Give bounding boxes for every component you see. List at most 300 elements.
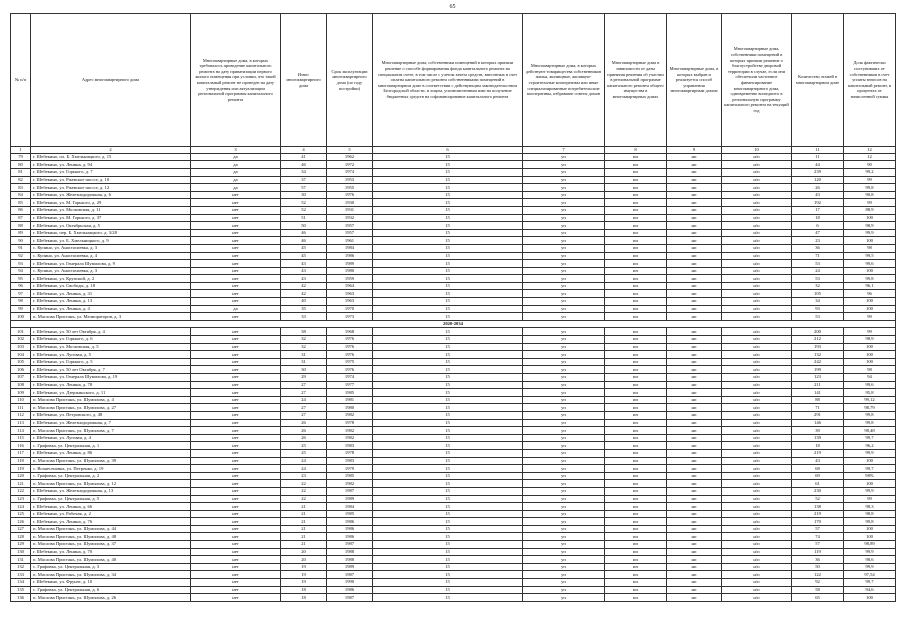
table-cell: 38 [281,328,327,336]
table-cell: уп [523,374,605,382]
table-cell: 15 [373,229,523,237]
table-cell: 24 [281,396,327,404]
table-cell: нп [667,533,722,541]
table-cell: уп [523,457,605,465]
table-cell: нет [191,237,281,245]
table-cell: 57 [792,525,844,533]
table-cell: 45 [281,252,327,260]
table-cell: 136 [11,594,31,602]
table-cell: уп [523,191,605,199]
table-cell: н/п [722,206,792,214]
table-cell: уп [523,343,605,351]
table-cell: уп [523,153,605,161]
table-cell: 1982 [327,480,373,488]
table-cell: 52 [281,206,327,214]
table-cell: уп [523,449,605,457]
table-cell: 100 [844,343,896,351]
table-cell: нет [191,381,281,389]
table-cell: 119 [792,548,844,556]
table-cell: нет [191,366,281,374]
table-cell: г. Шебекино, ул. Горького, д. 7 [31,168,191,176]
table-cell: ип [605,586,667,594]
table-cell: 134 [11,579,31,587]
table-cell: 87 [11,214,31,222]
header-cell: Многоквартирные дома, в которых действуют товарищества собственников жилья, жилищные, жилищно-строительные кооперативы или иные специализированные потребительские кооперативы, избравшие советы домов [523,14,605,147]
table-row [11,191,896,199]
table-cell: 99,7 [844,579,896,587]
table-cell: 1987 [327,594,373,602]
table-cell: нп [667,290,722,298]
table-cell: 37 [281,176,327,184]
table-cell: нп [667,434,722,442]
table-cell: 99,7 [844,465,896,473]
table-cell: нет [191,457,281,465]
table-cell: уп [523,556,605,564]
table-cell: ип [605,434,667,442]
table-cell: 15 [373,541,523,549]
header-row [11,14,896,147]
table-cell: 97,54 [844,571,896,579]
table-cell: н/п [722,442,792,450]
table-cell: 98,3 [844,503,896,511]
table-cell: уп [523,594,605,602]
table-cell: 1980 [327,404,373,412]
table-cell: ип [605,525,667,533]
table-cell: н/п [722,298,792,306]
table-cell: 15 [373,594,523,602]
table-cell: с. Графовка, ул. Центральная, д. 2 [31,472,191,480]
table-cell: ип [605,389,667,397]
table-cell: уп [523,389,605,397]
table-cell: нп [667,222,722,230]
table-cell: 32 [281,336,327,344]
table-cell: 1985 [327,472,373,480]
table-cell: 127 [11,525,31,533]
table-cell: н/п [722,343,792,351]
table-cell: н/п [722,244,792,252]
table-cell: нп [667,237,722,245]
table-cell: 100 [844,594,896,602]
table-cell: 83 [11,184,31,192]
table-cell: 242 [792,358,844,366]
table-cell: 24 [792,267,844,275]
table-cell: ип [605,419,667,427]
table-cell: 1974 [327,374,373,382]
table-cell: нп [667,176,722,184]
table-cell: г. Шебекино, пер. Б. Хмельницкого, д. 3/28 [31,229,191,237]
table-cell: г. Шебекино, ул. Железнодорожная, д. 6 [31,191,191,199]
table-cell: 98,9 [844,336,896,344]
table-cell: н/п [722,282,792,290]
table-cell: 1984 [327,244,373,252]
table-cell: 1983 [327,457,373,465]
table-row [11,427,896,435]
table-cell: нет [191,290,281,298]
table-cell: н/п [722,374,792,382]
register-table [10,13,896,602]
table-cell: ип [605,503,667,511]
table-cell: 1981 [327,396,373,404]
table-cell: 99 [844,176,896,184]
table-cell: 211 [792,381,844,389]
table-cell: 123 [792,374,844,382]
table-cell: 15 [373,305,523,313]
table-cell: 88 [11,222,31,230]
table-cell: нп [667,252,722,260]
table-cell: н/п [722,404,792,412]
table-cell: с. Купино, ул. Анастасиевка, д. 3 [31,244,191,252]
table-cell: уп [523,351,605,359]
table-cell: 93 [11,260,31,268]
table-cell: 90 [11,237,31,245]
table-cell: 100 [844,351,896,359]
table-cell: нет [191,518,281,526]
table-cell: 15 [373,336,523,344]
column-number: 3 [191,147,281,154]
table-cell: 1982 [327,411,373,419]
table-row [11,541,896,549]
table-cell: 219 [792,510,844,518]
table-cell: уп [523,244,605,252]
table-row [11,487,896,495]
table-cell: п. Маслова Пристань, ул. Мелиораторов, д. 3 [31,313,191,321]
table-cell: 1986 [327,518,373,526]
table-row [11,563,896,571]
table-row [11,556,896,564]
table-cell: 26 [281,434,327,442]
table-cell: 123 [11,495,31,503]
table-cell: уп [523,237,605,245]
table-cell: 24 [281,465,327,473]
table-cell: нп [667,396,722,404]
table-cell: 1979 [327,465,373,473]
table-cell: 42 [281,282,327,290]
table-cell: 15 [373,267,523,275]
table-cell: г. Шебекино, ул. Свободы, д. 18 [31,282,191,290]
table-cell: 34 [792,298,844,306]
table-cell: 1955 [327,184,373,192]
table-cell: г. Шебекино, ул. Луговая, д. 4 [31,434,191,442]
table-cell: 86 [11,206,31,214]
table-cell: 1982 [327,427,373,435]
table-cell: 27 [281,411,327,419]
table-cell: нет [191,419,281,427]
table-row [11,404,896,412]
table-cell: 99 [11,305,31,313]
table-cell: нет [191,275,281,283]
table-cell: 79 [11,153,31,161]
table-cell: 96,1 [844,282,896,290]
table-cell: 133 [11,571,31,579]
table-cell: 26 [281,427,327,435]
table-cell: нп [667,358,722,366]
table-cell: 90 [844,161,896,169]
table-cell: н/п [722,510,792,518]
table-cell: 47 [792,229,844,237]
table-cell: 71 [792,404,844,412]
table-cell: н/п [722,427,792,435]
table-cell: 15 [373,465,523,473]
header-cell: № п/п [11,14,31,147]
table-cell: н/п [722,184,792,192]
table-cell: ип [605,343,667,351]
table-cell: 105 [792,290,844,298]
table-cell: уп [523,586,605,594]
table-cell: уп [523,199,605,207]
table-row [11,374,896,382]
table-cell: 128 [11,533,31,541]
table-row [11,586,896,594]
table-cell: ип [605,298,667,306]
column-number: 11 [792,147,844,154]
table-cell: уп [523,298,605,306]
table-cell: 99,12 [844,396,896,404]
table-cell: 1959 [327,275,373,283]
table-cell: нп [667,267,722,275]
table-cell: уп [523,525,605,533]
table-cell: ип [605,427,667,435]
table-cell: 1963 [327,298,373,306]
table-cell: уп [523,579,605,587]
table-cell: 34 [281,168,327,176]
table-cell: ип [605,244,667,252]
table-cell: нп [667,168,722,176]
table-cell: н/п [722,260,792,268]
table-cell: ип [605,351,667,359]
table-cell: 15 [373,343,523,351]
table-cell: уп [523,275,605,283]
table-cell: уп [523,206,605,214]
table-cell: ип [605,510,667,518]
table-cell: г. Шебекино, ул. Луговая, д. 5 [31,351,191,359]
table-cell: 21 [281,525,327,533]
table-cell: 1957 [327,222,373,230]
table-cell: уп [523,396,605,404]
table-cell: 103 [11,343,31,351]
table-cell: 94,6 [844,586,896,594]
table-cell: 122 [792,571,844,579]
table-cell: 1976 [327,336,373,344]
table-row [11,252,896,260]
table-cell: 45 [281,244,327,252]
table-cell: ип [605,480,667,488]
table-cell: 193 [792,343,844,351]
table-cell: 119 [11,465,31,473]
table-cell: 15 [373,480,523,488]
table-cell: 15 [373,503,523,511]
table-cell: 1988 [327,548,373,556]
table-cell: г. Шебекино, ул. Генерала Шумилова, д. 19 [31,374,191,382]
table-cell: 106 [11,366,31,374]
table-cell: 15 [373,252,523,260]
table-cell: 21 [281,533,327,541]
table-cell: нет [191,480,281,488]
table-cell: г. Шебекино, ул. Генерала Шумилова, д. 9 [31,260,191,268]
table-cell: г. Шебекино, ул. Петровского, д. 48 [31,411,191,419]
table-cell: 15 [373,571,523,579]
table-row [11,548,896,556]
table-cell: 1930 [327,199,373,207]
table-cell: 99,8 [844,518,896,526]
table-cell: 98 [844,244,896,252]
table-cell: нп [667,336,722,344]
table-cell: 129 [11,541,31,549]
table-cell: 1968 [327,328,373,336]
table-cell: 118 [11,457,31,465]
table-cell: 27 [281,404,327,412]
table-cell: уп [523,442,605,450]
table-cell: нп [667,548,722,556]
table-cell: н/п [722,548,792,556]
table-cell: ип [605,237,667,245]
table-cell: с. Вознесеновка, ул. Петренко, д. 19 [31,465,191,473]
table-cell: 21 [281,518,327,526]
table-cell: нет [191,336,281,344]
table-cell: уп [523,184,605,192]
table-cell: п. Маслова Пристань, ул. Шумилова, д. 40 [31,556,191,564]
table-cell: 46 [281,161,327,169]
table-cell: 15 [373,381,523,389]
table-row [11,336,896,344]
table-cell: 19 [281,579,327,587]
table-cell: ип [605,579,667,587]
table-cell: 19 [281,571,327,579]
table-cell: нп [667,427,722,435]
table-cell: н/п [722,191,792,199]
table-cell: 20 [281,548,327,556]
table-row [11,282,896,290]
table-cell: нет [191,427,281,435]
table-row [11,449,896,457]
table-cell: 98 [844,366,896,374]
table-cell: 110 [11,396,31,404]
table-cell: 1982 [327,434,373,442]
table-cell: н/п [722,336,792,344]
table-cell: 65 [792,594,844,602]
table-cell: нет [191,533,281,541]
table-cell: ип [605,449,667,457]
table-cell: н/п [722,465,792,473]
table-cell: нп [667,214,722,222]
table-row [11,411,896,419]
table-cell: ип [605,571,667,579]
table-cell: ип [605,404,667,412]
table-cell: н/п [722,161,792,169]
table-row [11,199,896,207]
table-cell: с. Графовка, ул. Центральная, д. 5 [31,495,191,503]
table-cell: нп [667,571,722,579]
table-cell: 100 [844,237,896,245]
header-cell: Многоквартирные дома, собственники помещений в которых приняли решение о способе формирования фонда капитального ремонта на специальном счете, в том числе с учетом зачета средств, внесенных в счет оплаты капитального ремонта собственниками помещений в многоквартирном доме в соответствии с действующим законодательством Белгородской области, и лицом, уполномоченным ими на получение бюджетных средств на софинансирование капитального ремонта [373,14,523,147]
table-cell: 1973 [327,313,373,321]
table-cell: 115 [11,434,31,442]
table-cell: г. Шебекино, ул. Октябрьская, д. 5 [31,222,191,230]
table-cell: нп [667,411,722,419]
table-cell: 15 [373,419,523,427]
table-cell: ип [605,396,667,404]
table-cell: 25 [281,442,327,450]
table-cell: 94 [11,267,31,275]
table-cell: 99,8 [844,184,896,192]
table-row [11,510,896,518]
table-cell: 50 [281,222,327,230]
column-number: 10 [722,147,792,154]
table-cell: 82 [11,176,31,184]
table-cell: 90,8 [844,191,896,199]
table-cell: 39 [792,427,844,435]
table-cell: н/п [722,229,792,237]
table-row [11,533,896,541]
table-cell: 93 [792,305,844,313]
table-cell: ип [605,457,667,465]
table-cell: ип [605,487,667,495]
table-cell: 15 [373,563,523,571]
column-number: 9 [667,147,722,154]
table-cell: 125 [11,510,31,518]
table-row [11,396,896,404]
table-cell: 15 [373,199,523,207]
table-cell: нет [191,229,281,237]
table-cell: 1987 [327,541,373,549]
table-cell: 239 [792,168,844,176]
table-cell: ип [605,313,667,321]
table-cell: 22 [281,487,327,495]
column-number: 1 [11,147,31,154]
table-cell: н/п [722,487,792,495]
table-cell: г. Шебекино, ул. Дзержинского, д. 11 [31,389,191,397]
table-cell: 1953 [327,176,373,184]
table-cell: уп [523,434,605,442]
table-cell: нет [191,343,281,351]
table-cell: 1988 [327,556,373,564]
table-cell: ип [605,168,667,176]
table-cell: 141 [792,389,844,397]
table-cell: да [191,184,281,192]
table-cell: нет [191,267,281,275]
table-cell: 91 [11,244,31,252]
table-cell: да [191,168,281,176]
table-cell: нет [191,563,281,571]
table-cell: уп [523,313,605,321]
table-cell: 21 [281,510,327,518]
table-cell: уп [523,541,605,549]
table-row [11,290,896,298]
table-cell: 212 [792,336,844,344]
table-row [11,184,896,192]
table-cell: 1983 [327,442,373,450]
table-cell: нет [191,579,281,587]
table-cell: 89 [11,229,31,237]
table-cell: ип [605,275,667,283]
table-cell: уп [523,168,605,176]
table-cell: г. Шебекино, ул. Ленина, д. 66 [31,503,191,511]
table-cell: нет [191,358,281,366]
table-cell: 42 [281,290,327,298]
table-cell: 120 [792,176,844,184]
table-row [11,305,896,313]
table-cell: нет [191,541,281,549]
table-cell: 92 [11,252,31,260]
table-cell: ип [605,411,667,419]
table-cell: 15 [373,313,523,321]
table-cell: 15 [373,351,523,359]
table-cell: ип [605,442,667,450]
table-cell: ип [605,267,667,275]
table-row [11,571,896,579]
table-cell: нет [191,404,281,412]
table-cell: ип [605,548,667,556]
table-cell: нп [667,525,722,533]
